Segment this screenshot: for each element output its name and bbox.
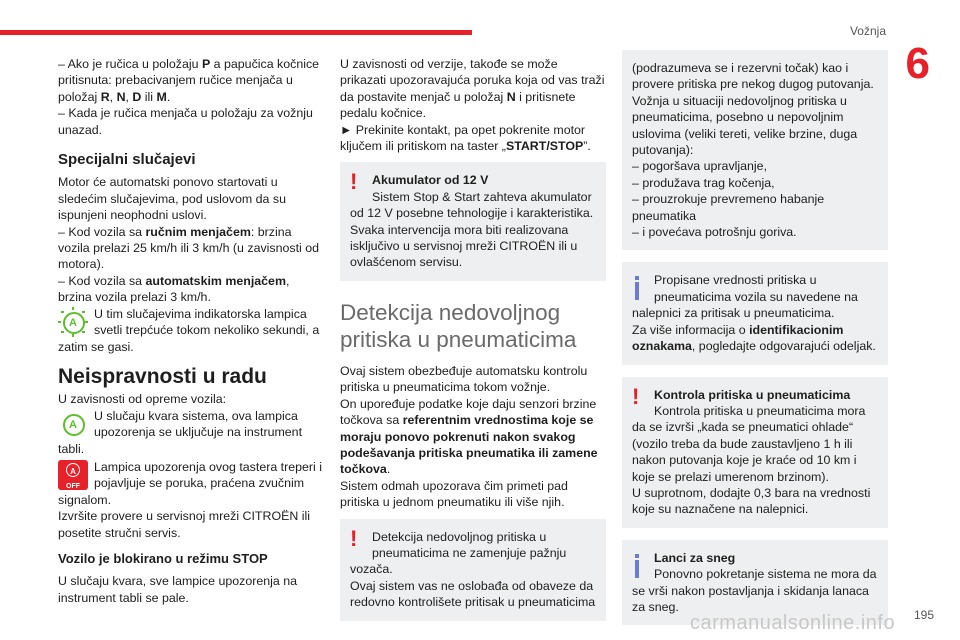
warning-exclamation-icon: ! bbox=[632, 383, 640, 409]
watermark: carmanualsonline.info bbox=[690, 612, 896, 634]
fault-button-text: Lampica upozorenja ovog tastera treperi i pojavljuje se poruka, praćena zvučnim signalom. bbox=[58, 459, 322, 507]
column-1 bbox=[58, 56, 324, 606]
snow-chains-title: Lanci za sneg bbox=[654, 550, 736, 565]
pressure-check-text-2: U suprotnom, dodajte 0,3 bara na vrednosti koje su naznačene na nalepnici. bbox=[632, 485, 871, 517]
stop-start-off-button-icon: A OFF bbox=[58, 460, 88, 490]
restart-instruction: ► Prekinite kontakt, pa opet pokrenite motor ključem ili pritiskom na taster „START/STOP”. bbox=[340, 122, 591, 154]
continued-text: (podrazumeva se i rezervni točak) kao i provere pritiska pre nekog dugog putovanja. bbox=[632, 61, 874, 92]
header-accent-bar bbox=[0, 30, 472, 35]
flashing-lamp-row bbox=[58, 306, 324, 355]
stop-start-flashing-icon: A bbox=[58, 307, 88, 337]
info-icon bbox=[635, 276, 639, 280]
intro-paragraph-1: – Ako je ručica u položaju P a papučica kočnice pritisnuta: prebacivanjem ručice menjača u položaj R, N, D ili M. bbox=[58, 57, 320, 104]
battery-warning-box bbox=[340, 162, 606, 280]
pressure-label-text: nalepnici za pritisak u pneumaticima. bbox=[632, 306, 835, 321]
special-cases-text: Motor će automatski ponovo startovati u sledećim slučajevima, pod uslovom da su ispunjeni neophodni uslovi. bbox=[58, 175, 286, 223]
pressure-label-line: Propisane vrednosti pritiska u pneumaticima vozila su navedene na bbox=[654, 273, 858, 304]
pressure-check-line: Kontrola pritiska u pneumaticima mora bbox=[654, 403, 866, 418]
pressure-check-title: Kontrola pritiska u pneumaticima bbox=[654, 387, 851, 402]
continued-warning-box bbox=[622, 50, 888, 250]
page-number: 195 bbox=[913, 608, 934, 622]
gear-message-paragraph: U zavisnosti od verzije, takođe se može prikazati upozoravajuća poruka koja od vas traži da postavite menjač u položaj N i pritisnete pedalu kočnice. bbox=[340, 57, 605, 121]
fault-lamp-text: U slučaju kvara sistema, ova lampica upozorenja se uključuje na instrument tabli. bbox=[58, 408, 303, 456]
snow-chains-line: Ponovno pokretanje sistema ne mora da bbox=[654, 567, 877, 582]
stop-mode-text: U slučaju kvara, sve lampice upozorenja na instrument tabli se pale. bbox=[58, 574, 297, 605]
detection-heading: Detekcija nedovoljnog pritiska u pneumaticima bbox=[340, 299, 577, 352]
battery-warning-title: Akumulator od 12 V bbox=[372, 173, 489, 188]
stop-start-fault-icon: A bbox=[58, 409, 88, 439]
warning-exclamation-icon: ! bbox=[350, 169, 358, 195]
manual-gearbox-item: – Kod vozila sa ručnim menjačem: brzina vozila prelazi 25 km/h ili 3 km/h (u zavisnosti od motora). bbox=[58, 224, 319, 272]
faults-intro: U zavisnosti od opreme vozila: bbox=[58, 392, 227, 407]
effect-item-1: – pogoršava upravljanje, bbox=[632, 159, 768, 174]
underinflation-text: Vožnja u situaciji nedovoljnog pritiska u pneumaticima, posebno u nepovoljnim uslovima (veliki tereti, velike brzine, duga putovanja): bbox=[632, 93, 858, 158]
automatic-gearbox-item: – Kod vozila sa automatskim menjačem, brzina vozila prelazi 3 km/h. bbox=[58, 273, 290, 305]
info-icon bbox=[635, 554, 639, 558]
pressure-check-text: da se izvrši „kada se pneumatici ohlade“ (vozilo treba da bude zaustavljeno 1 h ili nakon putovanja koje je kraće od 10 km i koje se prelazi umerenom brzinom). bbox=[632, 420, 857, 484]
detection-paragraph-2: On upoređuje podatke koje daju senzori brzine točkova sa referentnim vrednostima koje se moraju ponovo pokrenuti nakon svakog podešavanja pritiska pneumatika ili zamene točkova. bbox=[340, 396, 598, 477]
fault-check-text: Izvršite provere u servisnoj mreži CITROËN ili posetite stručni servis. bbox=[58, 509, 310, 540]
fault-lamp-row bbox=[58, 408, 324, 457]
detection-warning-box bbox=[340, 519, 606, 621]
detection-paragraph-1: Ovaj sistem obezbeđuje automatsku kontrolu pritiska u pneumaticima tokom vožnje. bbox=[340, 363, 588, 395]
battery-warning-text: od 12 V posebne tehnologije i karakteristika. Svaka intervencija mora biti realizovana isključivo u servisnoj mreži CITROËN ili u ovlašćenom servisu. bbox=[350, 206, 594, 270]
intro-paragraph-2: – Kada je ručica menjača u položaju za vožnju unazad. bbox=[58, 106, 313, 137]
column-3 bbox=[622, 50, 888, 625]
chapter-number: 6 bbox=[905, 39, 930, 88]
column-2 bbox=[340, 56, 606, 621]
pressure-label-info-box bbox=[622, 262, 888, 364]
identification-reference: Za više informacija o identifikacionim oznakama, pogledajte odgovarajući odeljak. bbox=[632, 322, 876, 354]
detection-warning-text-2: Ovaj sistem vas ne oslobađa od obaveze da redovno kontrolišete pritisak u pneumaticima bbox=[350, 578, 596, 610]
effect-item-4: – i povećava potrošnju goriva. bbox=[632, 225, 797, 240]
snow-chains-text: se vrši nakon postavljanja i skidanja lanaca za sneg. bbox=[632, 583, 869, 614]
pressure-check-warning-box bbox=[622, 377, 888, 528]
fault-button-row bbox=[58, 459, 324, 508]
detection-warning-line: Detekcija nedovoljnog pritiska u pneumaticima ne zamenjuje pažnju bbox=[372, 529, 567, 560]
battery-warning-line: Sistem Stop & Start zahteva akumulator bbox=[372, 189, 592, 204]
effect-item-3: – prouzrokuje prevremeno habanje pneumatika bbox=[632, 192, 825, 223]
detection-paragraph-3: Sistem odmah upozorava čim primeti pad pritiska u jednom pneumatiku ili više njih. bbox=[340, 478, 568, 510]
effect-item-2: – produžava trag kočenja, bbox=[632, 175, 775, 190]
section-title: Vožnja bbox=[849, 24, 886, 38]
special-cases-heading: Specijalni slučajevi bbox=[58, 151, 196, 169]
faults-heading: Neispravnosti u radu bbox=[58, 364, 267, 388]
detection-warning-text-1: vozača. bbox=[350, 562, 393, 577]
stop-mode-heading: Vozilo je blokirano u režimu STOP bbox=[58, 550, 268, 566]
warning-exclamation-icon: ! bbox=[350, 525, 358, 551]
flashing-lamp-text: U tim slučajevima indikatorska lampica svetli trepćuće tokom nekoliko sekundi, a zatim se gasi. bbox=[58, 306, 320, 354]
